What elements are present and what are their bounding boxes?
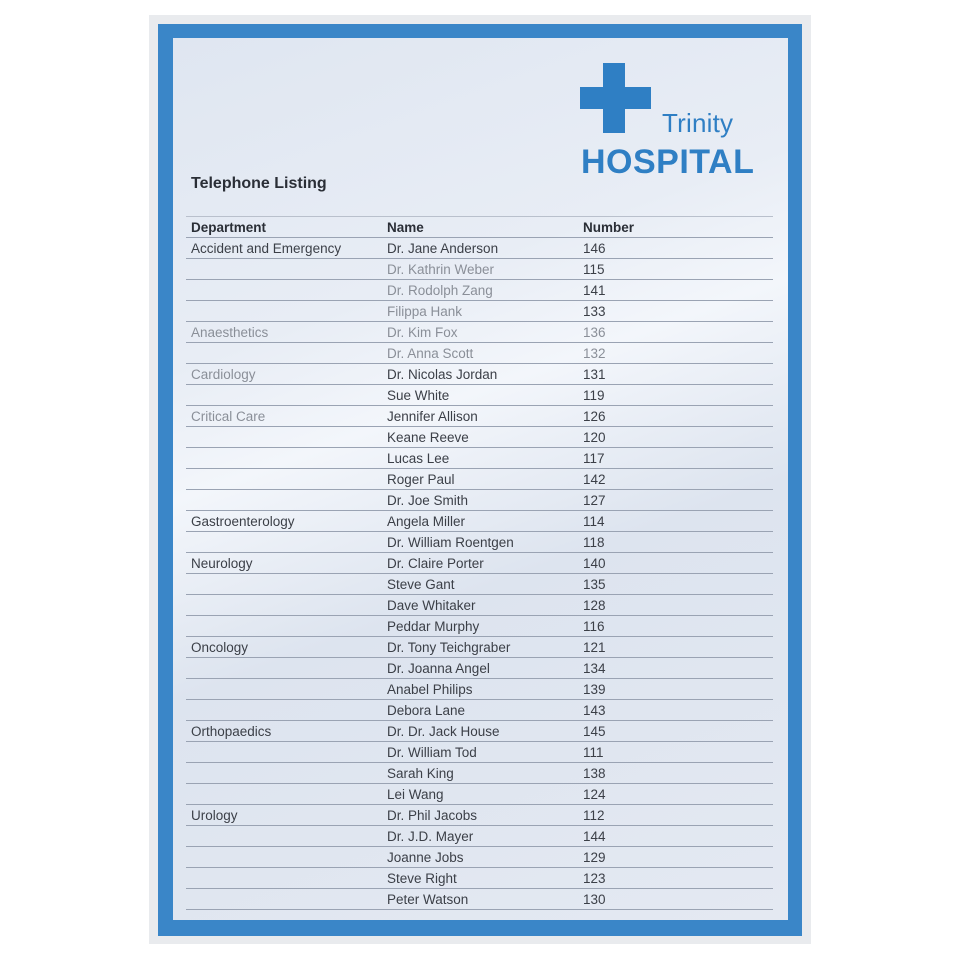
table-row: [186, 595, 773, 616]
table-row: [186, 616, 773, 637]
table-row: [186, 700, 773, 721]
number-cell: 121: [583, 640, 606, 655]
table-row: [186, 364, 773, 385]
header-department: Department: [191, 220, 267, 235]
name-cell: Dr. Jane Anderson: [387, 241, 499, 256]
department-cell: Anaesthetics: [191, 325, 269, 340]
table-row: [186, 868, 773, 889]
name-cell: Dr. Kim Fox: [387, 325, 458, 340]
number-cell: 138: [583, 766, 606, 781]
table-row: [186, 469, 773, 490]
department-cell: Oncology: [191, 640, 249, 655]
number-cell: 111: [583, 745, 604, 760]
table-row: [186, 490, 773, 511]
table-row: [186, 448, 773, 469]
table-row: [186, 679, 773, 700]
name-cell: Dr. William Roentgen: [387, 535, 514, 550]
department-cell: Critical Care: [191, 409, 266, 424]
table-row: [186, 553, 773, 574]
table-row: [186, 385, 773, 406]
table-row: [186, 763, 773, 784]
table-row: [186, 406, 773, 427]
brand-name-small: Trinity: [662, 108, 734, 138]
number-cell: 112: [583, 808, 605, 823]
name-cell: Dr. Rodolph Zang: [387, 283, 493, 298]
name-cell: Steve Right: [387, 871, 457, 886]
number-cell: 124: [583, 787, 606, 802]
header-name: Name: [387, 220, 424, 235]
table-row: [186, 259, 773, 280]
number-cell: 115: [583, 262, 605, 277]
table-row: [186, 322, 773, 343]
name-cell: Dr. Phil Jacobs: [387, 808, 478, 823]
name-cell: Dr. William Tod: [387, 745, 477, 760]
name-cell: Dr. J.D. Mayer: [387, 829, 474, 844]
name-cell: Debora Lane: [387, 703, 466, 718]
medical-cross-icon-bar: [580, 87, 651, 109]
table-row: [186, 847, 773, 868]
name-cell: Lucas Lee: [387, 451, 450, 466]
number-cell: 117: [583, 451, 605, 466]
department-cell: Gastroenterology: [191, 514, 295, 529]
number-cell: 139: [583, 682, 606, 697]
number-cell: 118: [583, 535, 605, 550]
number-cell: 143: [583, 703, 606, 718]
table-row: [186, 637, 773, 658]
page-title: Telephone Listing: [191, 175, 327, 192]
department-cell: Accident and Emergency: [191, 241, 342, 256]
name-cell: Angela Miller: [387, 514, 466, 529]
name-cell: Peter Watson: [387, 892, 469, 907]
number-cell: 135: [583, 577, 606, 592]
name-cell: Sue White: [387, 388, 450, 403]
name-cell: Dr. Claire Porter: [387, 556, 484, 571]
name-cell: Filippa Hank: [387, 304, 463, 319]
number-cell: 136: [583, 325, 606, 340]
telephone-table: [186, 216, 773, 910]
table-row: [186, 343, 773, 364]
number-cell: 141: [583, 283, 606, 298]
table-row: [186, 889, 773, 910]
name-cell: Sarah King: [387, 766, 454, 781]
number-cell: 133: [583, 304, 606, 319]
number-cell: 120: [583, 430, 606, 445]
table-row: [186, 532, 773, 553]
department-cell: Neurology: [191, 556, 253, 571]
number-cell: 127: [583, 493, 606, 508]
number-cell: 144: [583, 829, 606, 844]
number-cell: 116: [583, 619, 605, 634]
name-cell: Dr. Joanna Angel: [387, 661, 490, 676]
name-cell: Jennifer Allison: [387, 409, 478, 424]
table-row: [186, 301, 773, 322]
number-cell: 123: [583, 871, 606, 886]
department-cell: Orthopaedics: [191, 724, 272, 739]
header-number: Number: [583, 220, 635, 235]
table-row: [186, 427, 773, 448]
table-row: [186, 658, 773, 679]
number-cell: 131: [583, 367, 606, 382]
table-row: [186, 826, 773, 847]
number-cell: 129: [583, 850, 606, 865]
name-cell: Anabel Philips: [387, 682, 473, 697]
name-cell: Dave Whitaker: [387, 598, 476, 613]
number-cell: 146: [583, 241, 606, 256]
number-cell: 142: [583, 472, 606, 487]
department-cell: Urology: [191, 808, 238, 823]
name-cell: Dr. Joe Smith: [387, 493, 469, 508]
number-cell: 132: [583, 346, 606, 361]
number-cell: 130: [583, 892, 606, 907]
name-cell: Steve Gant: [387, 577, 455, 592]
table-row: [186, 742, 773, 763]
name-cell: Dr. Anna Scott: [387, 346, 474, 361]
number-cell: 134: [583, 661, 606, 676]
number-cell: 119: [583, 388, 605, 403]
number-cell: 114: [583, 514, 605, 529]
table-row: [186, 805, 773, 826]
table-row: [186, 280, 773, 301]
table-row: [186, 511, 773, 532]
number-cell: 140: [583, 556, 606, 571]
name-cell: Lei Wang: [387, 787, 444, 802]
name-cell: Dr. Nicolas Jordan: [387, 367, 498, 382]
number-cell: 128: [583, 598, 606, 613]
name-cell: Dr. Kathrin Weber: [387, 262, 495, 277]
name-cell: Dr. Dr. Jack House: [387, 724, 500, 739]
name-cell: Joanne Jobs: [387, 850, 464, 865]
number-cell: 126: [583, 409, 606, 424]
name-cell: Dr. Tony Teichgraber: [387, 640, 511, 655]
brand-name-large: HOSPITAL: [581, 143, 755, 181]
table-row: [186, 574, 773, 595]
name-cell: Keane Reeve: [387, 430, 469, 445]
name-cell: Peddar Murphy: [387, 619, 480, 634]
table-row: [186, 721, 773, 742]
number-cell: 145: [583, 724, 606, 739]
name-cell: Roger Paul: [387, 472, 455, 487]
table-row: [186, 784, 773, 805]
table-row: [186, 238, 773, 259]
table-header-row: [186, 217, 773, 238]
department-cell: Cardiology: [191, 367, 256, 382]
